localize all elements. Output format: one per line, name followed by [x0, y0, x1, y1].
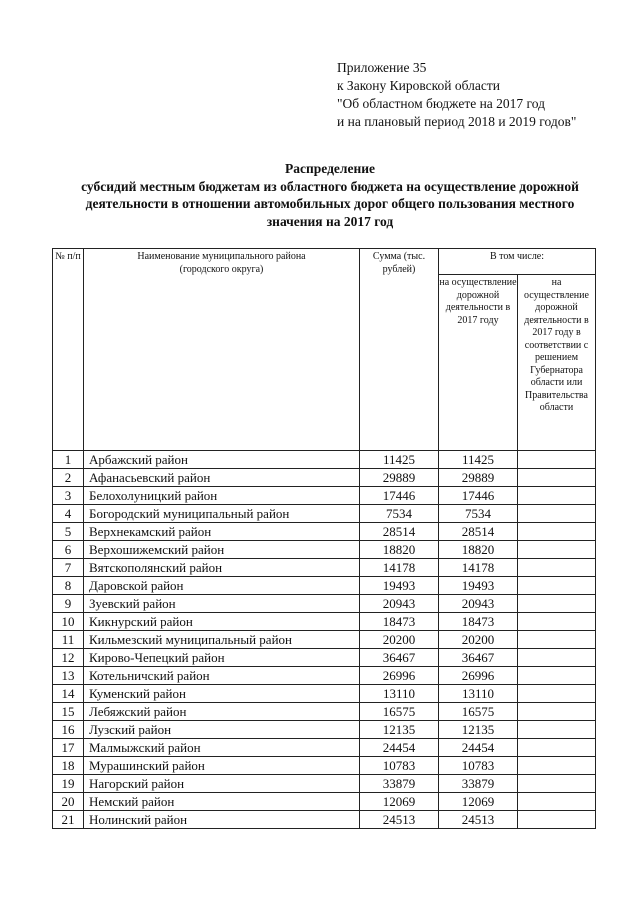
sub-2017-value: 33879 — [439, 775, 518, 793]
sub-2017-value: 12135 — [439, 721, 518, 739]
sub-governor-value — [518, 505, 596, 523]
header-sum: Сумма (тыс. рублей) — [360, 249, 439, 451]
sub-governor-value — [518, 631, 596, 649]
title-line-4: значения на 2017 год — [266, 213, 394, 229]
document-title — [40, 160, 620, 230]
table-row — [53, 739, 596, 757]
district-name: Кильмезский муниципальный район — [84, 631, 360, 649]
sub-2017-value: 24513 — [439, 811, 518, 829]
district-name: Даровской район — [84, 577, 360, 595]
row-number: 10 — [53, 613, 84, 631]
row-number: 1 — [53, 451, 84, 469]
sum-value: 20943 — [360, 595, 439, 613]
row-number: 20 — [53, 793, 84, 811]
sum-value: 36467 — [360, 649, 439, 667]
row-number: 12 — [53, 649, 84, 667]
header-num: № п/п — [53, 249, 84, 451]
table-row — [53, 613, 596, 631]
title-line-1: Распределение — [284, 161, 376, 176]
district-name: Нагорский район — [84, 775, 360, 793]
sub-2017-value: 12069 — [439, 793, 518, 811]
sub-governor-value — [518, 487, 596, 505]
row-number: 14 — [53, 685, 84, 703]
sum-value: 26996 — [360, 667, 439, 685]
sub-governor-value — [518, 523, 596, 541]
sub-2017-value: 20200 — [439, 631, 518, 649]
sum-value: 33879 — [360, 775, 439, 793]
sub-governor-value — [518, 667, 596, 685]
sub-2017-value: 28514 — [439, 523, 518, 541]
row-number: 5 — [53, 523, 84, 541]
row-number: 18 — [53, 757, 84, 775]
sub-governor-value — [518, 721, 596, 739]
sub-governor-value — [518, 649, 596, 667]
sub-2017-value: 20943 — [439, 595, 518, 613]
sum-value: 14178 — [360, 559, 439, 577]
sum-value: 24513 — [360, 811, 439, 829]
sub-governor-value — [518, 595, 596, 613]
sub-2017-value: 17446 — [439, 487, 518, 505]
row-number: 9 — [53, 595, 84, 613]
district-name: Куменский район — [84, 685, 360, 703]
sum-value: 10783 — [360, 757, 439, 775]
sub-governor-value — [518, 775, 596, 793]
table-row — [53, 595, 596, 613]
sub-governor-value — [518, 757, 596, 775]
title-line-2: субсидий местным бюджетам из областного бюджета на осуществление дорожной — [81, 178, 579, 194]
table-body — [53, 451, 596, 829]
appendix-header — [337, 59, 576, 131]
sub-2017-value: 13110 — [439, 685, 518, 703]
sub-2017-value: 7534 — [439, 505, 518, 523]
district-name: Малмыжский район — [84, 739, 360, 757]
sub-governor-value — [518, 451, 596, 469]
district-name: Кикнурский район — [84, 613, 360, 631]
appendix-line-3: "Об областном бюджете на 2017 год — [337, 96, 545, 111]
table-row — [53, 649, 596, 667]
row-number: 15 — [53, 703, 84, 721]
sum-value: 11425 — [360, 451, 439, 469]
sub-2017-value: 14178 — [439, 559, 518, 577]
sum-value: 17446 — [360, 487, 439, 505]
sum-value: 28514 — [360, 523, 439, 541]
district-name: Лузский район — [84, 721, 360, 739]
sum-value: 12135 — [360, 721, 439, 739]
appendix-line-1: Приложение 35 — [337, 60, 427, 75]
row-number: 2 — [53, 469, 84, 487]
sub-governor-value — [518, 703, 596, 721]
table-row — [53, 811, 596, 829]
table-row — [53, 559, 596, 577]
header-sub-2017: на осуществление дорожной деятельности в 2017 году — [439, 275, 518, 451]
header-name: Наименование муниципального района (городского округа) — [84, 249, 360, 451]
header-including: В том числе: — [439, 249, 596, 275]
table-row — [53, 541, 596, 559]
sum-value: 13110 — [360, 685, 439, 703]
row-number: 13 — [53, 667, 84, 685]
table-row — [53, 685, 596, 703]
row-number: 16 — [53, 721, 84, 739]
sum-value: 29889 — [360, 469, 439, 487]
table-row — [53, 721, 596, 739]
row-number: 11 — [53, 631, 84, 649]
row-number: 19 — [53, 775, 84, 793]
table-row — [53, 775, 596, 793]
district-name: Белохолуницкий район — [84, 487, 360, 505]
table-row — [53, 667, 596, 685]
sub-2017-value: 10783 — [439, 757, 518, 775]
sub-2017-value: 11425 — [439, 451, 518, 469]
sub-2017-value: 36467 — [439, 649, 518, 667]
sub-2017-value: 19493 — [439, 577, 518, 595]
sum-value: 7534 — [360, 505, 439, 523]
sub-governor-value — [518, 793, 596, 811]
appendix-line-4: и на плановый период 2018 и 2019 годов" — [337, 114, 577, 129]
sub-2017-value: 18820 — [439, 541, 518, 559]
district-name: Верхнекамский район — [84, 523, 360, 541]
district-name: Котельничский район — [84, 667, 360, 685]
sum-value: 20200 — [360, 631, 439, 649]
table-row — [53, 793, 596, 811]
table-row — [53, 487, 596, 505]
sub-governor-value — [518, 559, 596, 577]
row-number: 4 — [53, 505, 84, 523]
sub-governor-value — [518, 469, 596, 487]
sub-governor-value — [518, 811, 596, 829]
district-name: Арбажский район — [84, 451, 360, 469]
table-row — [53, 703, 596, 721]
sub-governor-value — [518, 541, 596, 559]
sum-value: 19493 — [360, 577, 439, 595]
table-row — [53, 523, 596, 541]
sum-value: 24454 — [360, 739, 439, 757]
sum-value: 18820 — [360, 541, 439, 559]
table-row — [53, 469, 596, 487]
table-row — [53, 451, 596, 469]
sub-2017-value: 18473 — [439, 613, 518, 631]
district-name: Лебяжский район — [84, 703, 360, 721]
district-name: Зуевский район — [84, 595, 360, 613]
sub-governor-value — [518, 739, 596, 757]
sum-value: 18473 — [360, 613, 439, 631]
district-name: Нолинский район — [84, 811, 360, 829]
sub-2017-value: 29889 — [439, 469, 518, 487]
row-number: 8 — [53, 577, 84, 595]
sub-2017-value: 24454 — [439, 739, 518, 757]
sub-governor-value — [518, 613, 596, 631]
table-row — [53, 757, 596, 775]
subsidy-table — [52, 248, 596, 829]
title-line-3: деятельности в отношении автомобильных дорог общего пользования местного — [85, 196, 575, 211]
district-name: Вятскополянский район — [84, 559, 360, 577]
sum-value: 12069 — [360, 793, 439, 811]
table-row — [53, 577, 596, 595]
table-row — [53, 505, 596, 523]
row-number: 3 — [53, 487, 84, 505]
district-name: Немский район — [84, 793, 360, 811]
sub-2017-value: 26996 — [439, 667, 518, 685]
row-number: 21 — [53, 811, 84, 829]
district-name: Кирово-Чепецкий район — [84, 649, 360, 667]
row-number: 17 — [53, 739, 84, 757]
sub-governor-value — [518, 577, 596, 595]
district-name: Богородский муниципальный район — [84, 505, 360, 523]
row-number: 6 — [53, 541, 84, 559]
appendix-line-2: к Закону Кировской области — [337, 78, 501, 93]
district-name: Афанасьевский район — [84, 469, 360, 487]
table-row — [53, 631, 596, 649]
sub-2017-value: 16575 — [439, 703, 518, 721]
district-name: Верхошижемский район — [84, 541, 360, 559]
row-number: 7 — [53, 559, 84, 577]
district-name: Мурашинский район — [84, 757, 360, 775]
header-sub-governor: на осуществление дорожной деятельности в 2017 году в соответствии с решением Губернатора области или Правительства области — [518, 275, 596, 451]
sub-governor-value — [518, 685, 596, 703]
sum-value: 16575 — [360, 703, 439, 721]
